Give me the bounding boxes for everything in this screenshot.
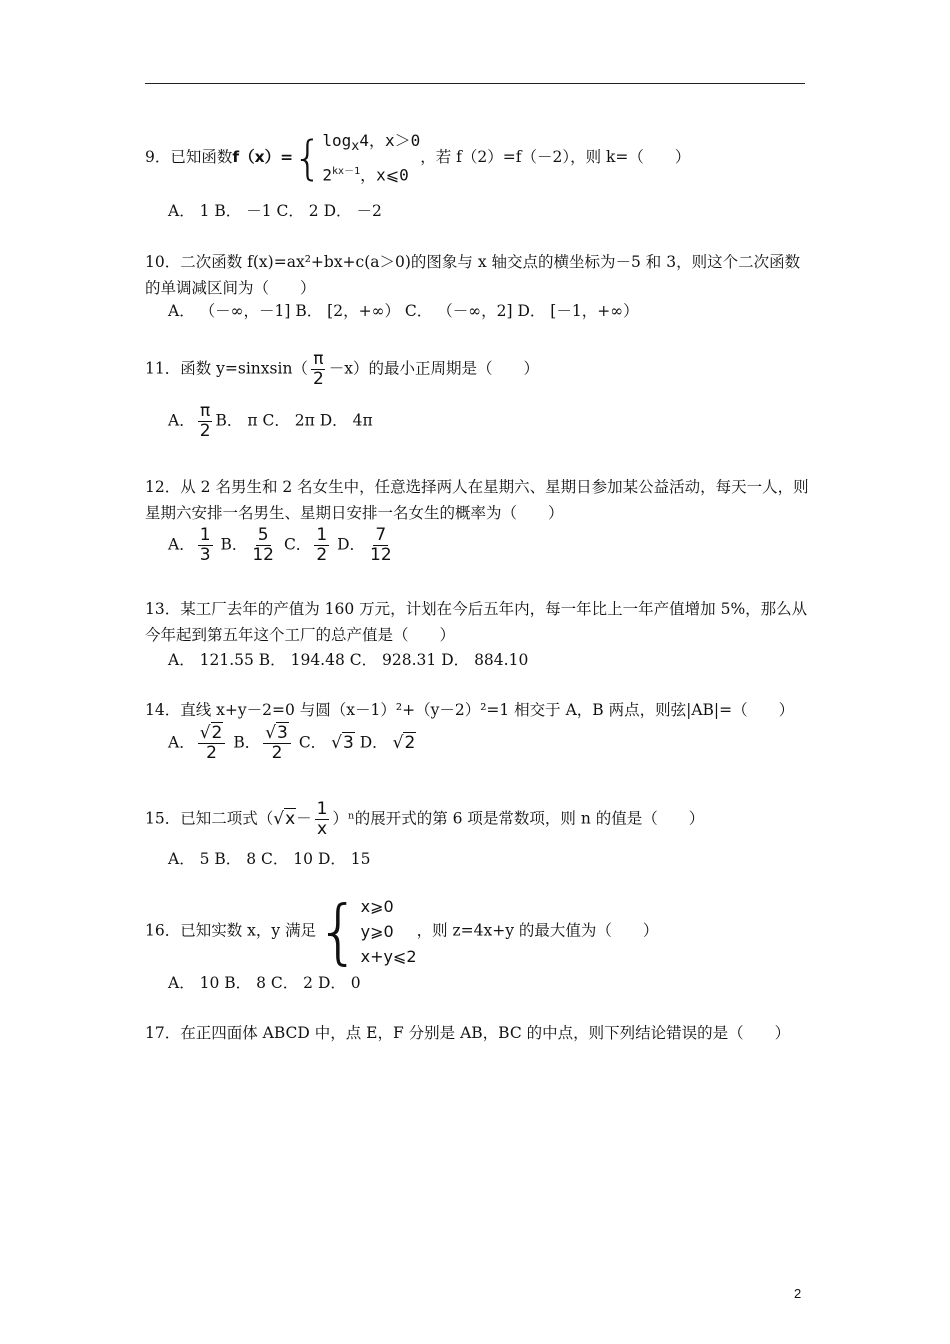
- q16-options: A． 10 B． 8 C． 2 D． 0: [168, 974, 361, 992]
- question-17: 17．在正四面体 ABCD 中，点 E，F 分别是 AB，BC 的中点，则下列结论错误的是（ ）: [145, 1024, 791, 1042]
- q11-prefix: 11．函数 y=sinxsin（: [145, 359, 308, 378]
- q11-suffix: －x）的最小正周期是（ ）: [328, 359, 540, 378]
- q11-options: A． $\frac{\pi}{2}$ B． π C． 2π D． 4π: [168, 401, 373, 441]
- q10-options: A． （－∞，－1] B． [2，+∞） C． （－∞，2] D． [－1，+∞）: [168, 302, 639, 320]
- q9-case-1: $\log_x4$，x＞0: [322, 131, 421, 155]
- page-number: 2: [794, 1286, 802, 1301]
- q9-prefix: 9．已知函数: [145, 147, 233, 166]
- question-10: 10．二次函数 f(x)=ax²+bx+c(a＞0)的图象与 x 轴交点的横坐标为－5 和 3，则这个二次函数的单调减区间为（ ）: [145, 253, 801, 297]
- q9-fx: f（x）=: [232, 147, 294, 166]
- q9-case-2: $2^{kx-1}$，x⩽0: [322, 165, 409, 185]
- q9-options: A． 1 B． －1 C． 2 D． －2: [168, 202, 382, 220]
- q11-fraction: $\frac{\pi}{2}$: [312, 349, 324, 389]
- q14-options: A． $\frac{√2}{2}$ B． $\frac{√3}{2}$ C． √3 D． √2: [168, 723, 416, 763]
- q12-options: A． $\frac{1}{3}$ B． $\frac{5}{12}$ C． $\frac{1}{2}$ D． $\frac{7}{12}$: [168, 525, 392, 565]
- question-15: 15．已知二项式（√x－ $\frac{1}{x}$ ）ⁿ的展开式的第 6 项是常数项，则 n 的值是（ ）: [145, 799, 705, 839]
- question-13: 13．某工厂去年的产值为 160 万元，计划在今后五年内，每一年比上一年产值增加 5%，那么从今年起到第五年这个工厂的总产值是（ ）: [145, 600, 808, 644]
- question-12: 12．从 2 名男生和 2 名女生中，任意选择两人在星期六、星期日参加某公益活动，每天一人，则星期六安排一名男生、星期日安排一名女生的概率为（ ）: [145, 478, 809, 522]
- question-14: 14．直线 x+y－2=0 与圆（x－1）²+（y－2）²=1 相交于 A，B 两点，则弦|AB|=（ ）: [145, 701, 795, 719]
- q9-suffix: ，若 f（2）=f（－2），则 k=（ ）: [420, 147, 691, 166]
- q13-options: A． 121.55 B． 194.48 C． 928.31 D． 884.10: [168, 651, 529, 669]
- question-16: 16．已知实数 x，y 满足{ x⩾0 y⩾0 x+y⩽2 ，则 z=4x+y 的最大值为（ ）: [145, 890, 659, 973]
- question-11: [145, 350, 815, 389]
- question-9: [145, 128, 815, 188]
- header-rule: [145, 83, 805, 84]
- q11-option-a-fraction: $\frac{\pi}{2}$: [199, 401, 211, 441]
- q15-options: A． 5 B． 8 C． 10 D． 15: [168, 850, 371, 868]
- q9-brace: {: [293, 130, 323, 185]
